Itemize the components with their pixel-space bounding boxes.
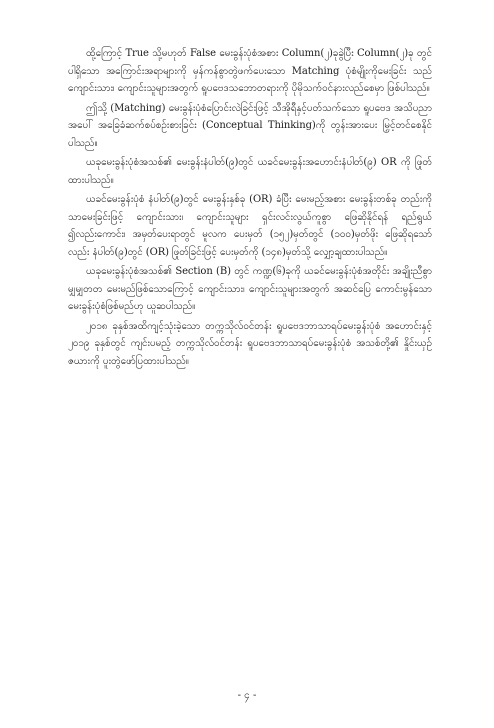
- page-number: - ၄ -: [237, 690, 257, 701]
- paragraph: ထို့ကြောင့် True သို့မဟုတ် False မေးခွန်းပုံစံအစား Column(၂)ခုခွဲပြီး Column(၂)ခု တွင်ပါရှိသော အကြောင်းအရာများကို မှန်ကန်စွာတွဲဖက်ပေးသော Matching ပုံစံမျိုးကိုမေးခြင်း သည် ကျောင်းသား၊ ကျောင်းသူများအတွက် ရူပဗေဒသဘောတရားကို ပိုမိုသက်ဝင်နားလည်စေမှာ ဖြစ်ပါသည်။: [68, 48, 432, 94]
- paragraph: ယခုမေးခွန်းပုံစံအသစ်၏ မေးခွန်းနံပါတ်(၉)တွင် ယခင်မေးခွန်းအဟောင်းနံပါတ်(၉) OR ကို ဖြုတ်ထားပါသည်။: [68, 157, 432, 186]
- paragraph: ယခင်မေးခွန်းပုံစံ နံပါတ်(၉)တွင် မေးခွန်းနှစ်ခု (OR) ခံပြီး မေးမည့်အစား မေးခွန်းတစ်ခု တည်းကိုသာမေးခြင်းဖြင့် ကျောင်းသား၊ ကျောင်းသူများ ရှင်းလင်းလွယ်ကူစွာ ဖြေဆိုနိုင်ရန် ရည်ရွယ် ၍လည်းကောင်း၊ အမှတ်ပေးရာတွင် မူလက ပေးမှတ် (၁၅၂)မှတ်တွင် (၁၀၀)မှတ်ဖိုး ဖြေဆိုရသော် လည်း နံပါတ်(၉)တွင် (OR) ဖြုတ်ခြင်းဖြင့် ပေးမှတ်ကို (၁၄၈)မှတ်သို့ လျှော့ချထားပါသည်။: [68, 194, 432, 258]
- paragraph: ဤသို့ (Matching) မေးခွန်းပုံစံပြောင်းလဲခြင်းဖြင့် သီအိုရီနှင့်ပတ်သက်သော ရူပဗေဒ အသိပညာအပေါ် အခြေခံဆက်စပ်စဉ်းစားခြင်း (Conceptual Thinking)ကို တွန်းအားပေး မြှင့်တင်စေနိုင်ပါသည်။: [68, 102, 432, 149]
- body-text: [68, 45, 432, 372]
- paragraph: ယခုမေးခွန်းပုံစံအသစ်၏ Section (B) တွင် ကဏ္ဍ(၆)ခုကို ယခင်မေးခွန်းပုံစံအတိုင်း အချိုးညီစွာ မျှမျှတတ မေးမည်ဖြစ်သောကြောင့် ကျောင်းသား၊ ကျောင်းသူများအတွက် အဆင်ပြေ ကောင်းမွန်သော မေးခွန်းပုံစံဖြစ်မည်ဟု ယူဆပါသည်။: [68, 266, 432, 312]
- paragraph: ၂၀၁၈ ခုနှစ်အထိကျင့်သုံးခဲ့သော တက္ကသိုလ်ဝင်တန်း ရူပဗေဒဘာသာရပ်မေးခွန်းပုံစံ အဟောင်းနှင့် ၂၀၁၉ ခုနှစ်တွင် ကျင်းပမည့် တက္ကသိုလ်ဝင်တန်း ရူပဗေဒဘာသာရပ်မေးခွန်းပုံစံ အသစ်တို့၏ နှိုင်းယှဉ်ဇယားကို ပူးတွဲဖော်ပြထားပါသည်။: [68, 320, 432, 367]
